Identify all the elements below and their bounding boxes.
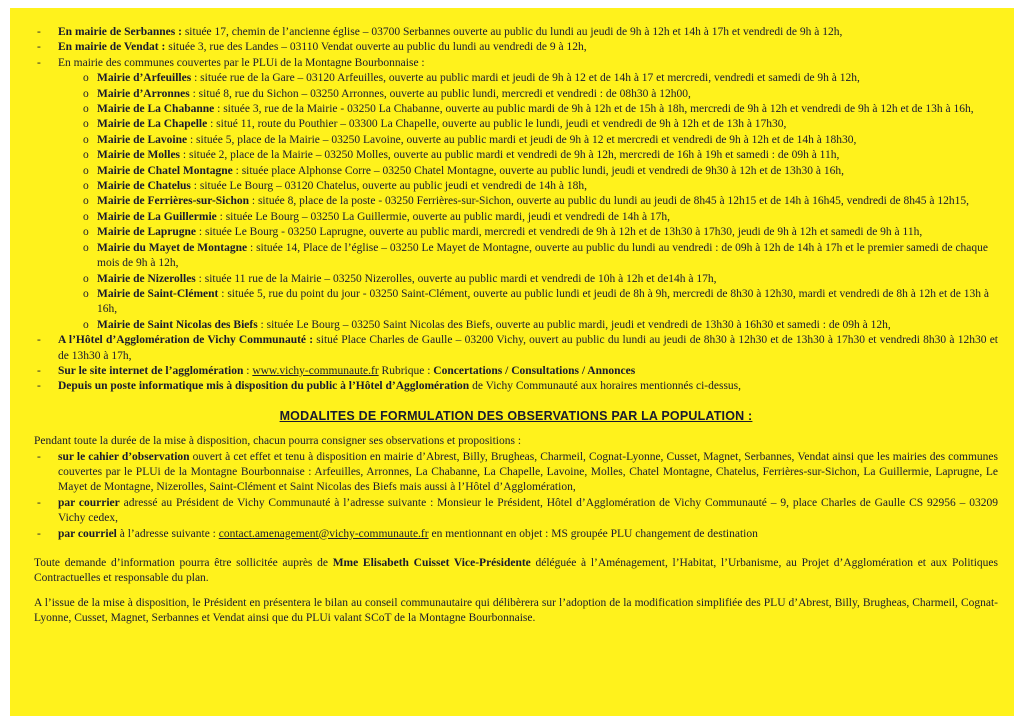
site-link[interactable]: www.vichy-communaute.fr bbox=[252, 364, 379, 377]
site-rubrique: Concertations / Consultations / Annonces bbox=[433, 364, 636, 377]
mairie-details: : située 14, Place de l’église – 03250 Le Mayet de Montagne, ouverte au public du lundi au vendredi : de 09h à 12h de 14h à 17h et le premier samedi de chaque mois de 9h à 12h, bbox=[97, 241, 989, 270]
modalite-text: à l’adresse suivante : bbox=[116, 527, 219, 540]
lieu-title: En mairie de Serbannes : bbox=[58, 26, 182, 38]
mairie-item bbox=[34, 179, 998, 194]
modalite-courriel bbox=[34, 527, 998, 542]
lieu-poste-informatique bbox=[34, 379, 998, 394]
mairie-name: Mairie d’Arfeuilles bbox=[97, 72, 192, 85]
mairie-name: Mairie de Nizerolles bbox=[97, 272, 196, 285]
lieu-text: situé Place Charles de Gaulle – 03200 Vichy, ouvert au public du lundi au jeudi de 8h30 à 12h30 et de 13h30 à 17h30 et vendredi 8h30 à 12h30 et de 13h30 à 17h, bbox=[58, 334, 998, 362]
mairie-name: Mairie de Chatelus bbox=[97, 180, 191, 193]
mairie-details: : située 8, place de la poste - 03250 Ferrières-sur-Sichon, ouverte au public du lundi au jeudi de 8h45 à 12h15 et de 14h à 16h45, vendredi de 8h45 à 12h15, bbox=[249, 195, 969, 208]
mairie-item bbox=[34, 102, 998, 117]
section-heading: MODALITES DE FORMULATION DES OBSERVATIONS PAR LA POPULATION : bbox=[279, 408, 753, 423]
modalite-text: ouvert à cet effet et tenu à disposition en mairie d’Abrest, Billy, Brugheas, Charmeil, Cognat-Lyonne, Cusset, Magnet, Serbannes, Vendat ainsi que les mairies des communes couvertes par le PLUi de la Montagne Bourbonnaise : Arfeuilles, Arronnes, La Chabanne, La Chapelle, Lavoine, Molles, Chatel Montagne, Chatelus, Ferrières-sur-Sichon, La Guillermie, Laprugne, Le Mayet de Montagne, Nizerolles, Saint-Clément et Saint Nicolas des Biefs mais aussi à l’Hôtel d’Agglomération, bbox=[58, 450, 998, 494]
lieu-site-internet bbox=[34, 364, 998, 379]
mairie-details: : située 11 rue de la Mairie – 03250 Nizerolles, ouverte au public mardi et vendredi de 10h à 12h et de14h à 17h, bbox=[195, 272, 717, 285]
mairie-item bbox=[34, 225, 998, 240]
mairie-item bbox=[34, 272, 998, 287]
site-rubrique-label: Rubrique : bbox=[378, 364, 434, 377]
mairies-list bbox=[34, 71, 998, 333]
mairie-item bbox=[34, 71, 998, 86]
mairie-item bbox=[34, 210, 998, 225]
mairie-name: Mairie de La Chabanne bbox=[97, 103, 215, 116]
email-link[interactable]: contact.amenagement@vichy-communaute.fr bbox=[218, 527, 429, 540]
intro-paragraph: Pendant toute la durée de la mise à disposition, chacun pourra consigner ses observations et propositions : bbox=[34, 435, 522, 448]
mairie-name: Mairie de Ferrières-sur-Sichon bbox=[97, 195, 250, 208]
modalite-text: adressé au Président de Vichy Communauté à l’adresse suivante : Monsieur le Président, Hôtel d’Agglomération de Vichy Communauté – 9, place Charles de Gaulle CS 92956 – 03209 Vichy cedex, bbox=[58, 496, 998, 525]
mairie-item bbox=[34, 287, 998, 318]
mairie-name: Mairie de La Chapelle bbox=[97, 118, 208, 131]
info-text: Toute demande d’information pourra être sollicitée auprès de bbox=[34, 557, 333, 569]
mairie-name: Mairie de Saint Nicolas des Biefs bbox=[97, 318, 258, 331]
lieu-title: En mairie de Vendat : bbox=[58, 41, 166, 54]
mairie-item bbox=[34, 117, 998, 132]
document-page bbox=[10, 8, 1014, 716]
lieu-text: située 17, chemin de l’ancienne église – 03700 Serbannes ouverte au public du lundi au jeudi de 9h à 12h et 14h à 17h et vendredi de 9h à 12h, bbox=[181, 26, 843, 38]
lieu-text: de Vichy Communauté aux horaires mentionnés ci-dessus, bbox=[469, 380, 742, 393]
mairie-details: : située 5, rue du point du jour - 03250 Saint-Clément, ouverte au public lundi et jeudi de 8h à 9h, mercredi de 8h30 à 12h30, mardi et vendredi de 8h à 12h et de 13h à 16h, bbox=[97, 287, 989, 316]
modalite-title: par courrier bbox=[58, 496, 120, 509]
mairie-details: : située place Alphonse Corre – 03250 Chatel Montagne, ouverte au public lundi, jeudi et vendredi de 9h30 à 12h et de 13h30 à 16h, bbox=[232, 164, 845, 177]
mairie-details: : située Le Bourg – 03120 Chatelus, ouverte au public jeudi et vendredi de 14h à 18h, bbox=[190, 180, 588, 193]
site-title: Sur le site internet de l’agglomération bbox=[58, 364, 244, 377]
vice-presidente-name: Mme Elisabeth Cuisset Vice-Présidente bbox=[332, 557, 531, 569]
mairie-details: : située 2, place de la Mairie – 03250 Molles, ouverte au public mardi et vendredi de 9h à 12h, mercredi de 16h à 19h et samedi : de 09h à 11h, bbox=[180, 149, 840, 162]
modalite-title: sur le cahier d’observation bbox=[58, 450, 190, 463]
mairie-name: Mairie de Laprugne bbox=[97, 226, 197, 239]
mairie-details: : située rue de la Gare – 03120 Arfeuilles, ouverte au public mardi et jeudi de 9h à 12 et de 14h à 17 et mercredi, vendredi et samedi de 9h à 12h, bbox=[191, 72, 860, 85]
mairie-name: Mairie de La Guillermie bbox=[97, 210, 217, 223]
modalite-title: par courriel bbox=[58, 527, 117, 540]
lieu-vendat bbox=[34, 40, 998, 55]
document-content bbox=[34, 25, 998, 627]
lieu-plui bbox=[34, 56, 998, 71]
spacer bbox=[34, 542, 998, 556]
lieu-text: En mairie des communes couvertes par le PLUi de la Montagne Bourbonnaise : bbox=[58, 56, 425, 69]
mairie-details: : situé 8, rue du Sichon – 03250 Arronnes, ouverte au public lundi, mercredi et vendredi : de 08h30 à 12h00, bbox=[189, 87, 691, 100]
lieu-title: Depuis un poste informatique mis à disposition du public à l’Hôtel d’Agglomération bbox=[58, 380, 470, 393]
mairie-item bbox=[34, 241, 998, 272]
info-text: déléguée à l’Aménagement, l’Habitat, l’Urbanisme, au Projet d’Agglomération et aux Politiques Contractuelles et responsable du plan. bbox=[34, 557, 999, 585]
spacer bbox=[34, 587, 998, 596]
lieu-serbannes bbox=[34, 25, 998, 40]
mairie-name: Mairie de Lavoine bbox=[97, 133, 188, 146]
mairie-item bbox=[34, 87, 998, 102]
mairie-item bbox=[34, 194, 998, 209]
lieu-text: située 3, rue des Landes – 03110 Vendat ouverte au public du lundi au vendredi de 9 à 12h, bbox=[165, 41, 587, 54]
mairie-item bbox=[34, 164, 998, 179]
mairie-name: Mairie du Mayet de Montagne bbox=[97, 241, 248, 254]
mairie-details: : située Le Bourg – 03250 Saint Nicolas des Biefs, ouverte au public mardi, jeudi et vendredi de 13h30 à 16h30 et samedi : de 09h à 12h, bbox=[257, 318, 891, 331]
mairie-details: : située 3, rue de la Mairie - 03250 La Chabanne, ouverte au public mardi de 9h à 12h et de 15h à 18h, mercredi de 9h à 12h et vendredi de 9h à 12h et de 13h à 16h, bbox=[214, 103, 974, 116]
mairie-details: : située Le Bourg – 03250 La Guillermie, ouverte au public mardi, jeudi et vendredi de 14h à 17h, bbox=[216, 210, 671, 223]
modalite-text: en mentionnant en objet : MS groupée PLU changement de destination bbox=[428, 527, 758, 540]
info-paragraph bbox=[34, 556, 998, 587]
mairie-item bbox=[34, 148, 998, 163]
mairie-details: : située 5, place de la Mairie – 03250 Lavoine, ouverte au public mardi et jeudi de 9h à 12 et mercredi et vendredi de 9h à 12h et de 14h à 18h30, bbox=[187, 133, 857, 146]
mairie-name: Mairie de Saint-Clément bbox=[97, 287, 219, 300]
mairie-details: : située Le Bourg - 03250 Laprugne, ouverte au public mardi, mercredi et vendredi de 9h à 12h et de 13h30 à 17h30, jeudi de 9h à 12h et samedi de 9h à 11h, bbox=[196, 226, 923, 239]
modalite-courrier bbox=[34, 496, 998, 527]
mairie-name: Mairie de Molles bbox=[97, 149, 181, 162]
mairie-name: Mairie d’Arronnes bbox=[97, 87, 190, 100]
lieu-hotel-agglomeration bbox=[34, 333, 998, 364]
mairie-name: Mairie de Chatel Montagne bbox=[97, 164, 233, 177]
bilan-paragraph: A l’issue de la mise à disposition, le Président en présentera le bilan au conseil communautaire qui délibèrera sur l’adoption de la modification simplifiée des PLU d’Abrest, Billy, Brugheas, Charmeil, Cognat-Lyonne, Cusset, Magnet, Serbannes et Vendat ainsi que du PLUi valant SCoT de la Montagne Bourbonnaise. bbox=[34, 596, 998, 625]
mairie-item bbox=[34, 133, 998, 148]
modalite-cahier bbox=[34, 450, 998, 496]
lieu-title: A l’Hôtel d’Agglomération de Vichy Communauté : bbox=[58, 334, 314, 347]
site-sep: : bbox=[243, 364, 253, 377]
mairie-details: : situé 11, route du Pouthier – 03300 La Chapelle, ouverte au public le lundi, jeudi et vendredi de 9h à 12h et de 13h à 17h30, bbox=[207, 118, 787, 131]
mairie-item bbox=[34, 318, 998, 333]
